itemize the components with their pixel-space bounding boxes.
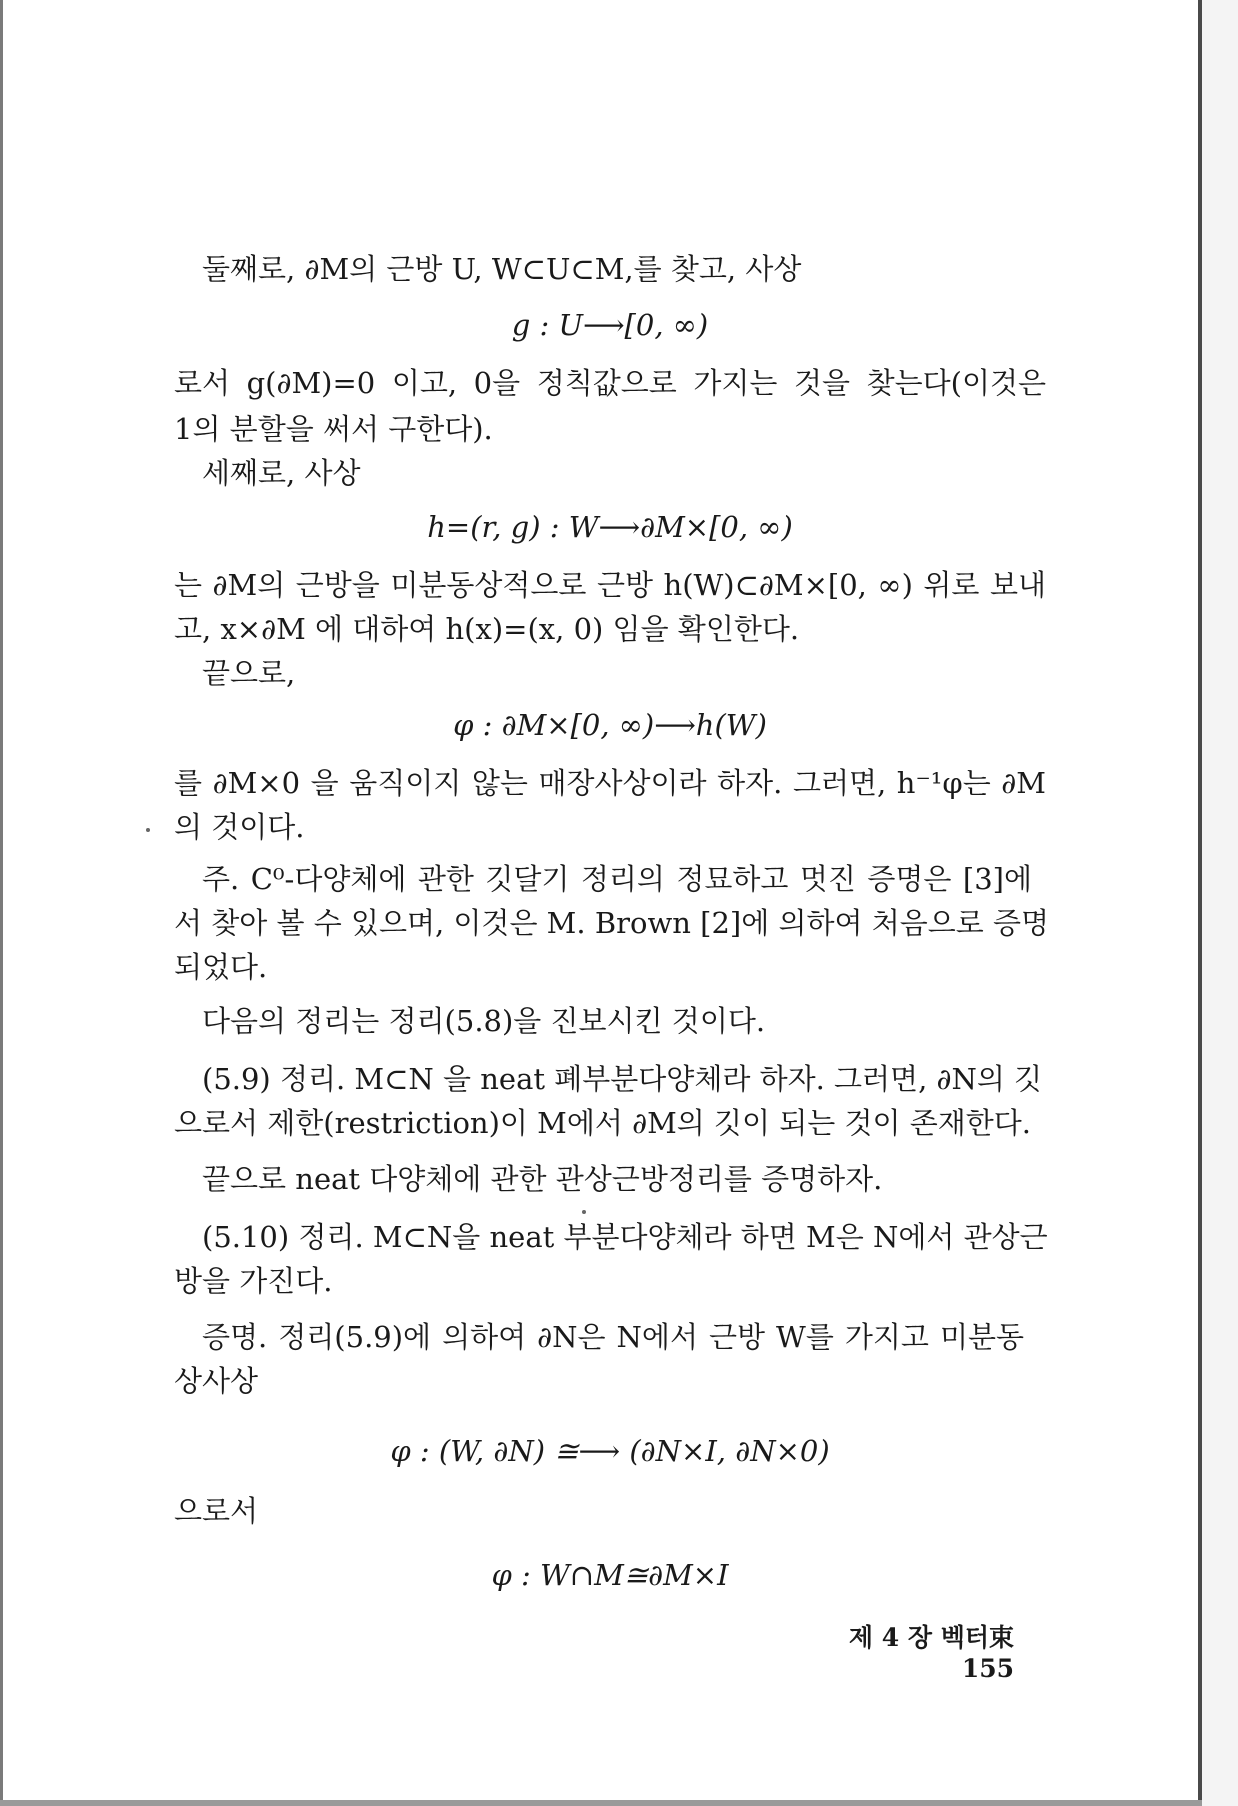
text-line: 끝으로, [202,656,296,690]
text-line: 끝으로 neat 다양체에 관한 관상근방정리를 증명하자. [202,1162,883,1196]
stray-dot [582,1210,586,1214]
text-line: 주. C⁰-다양체에 관한 깃달기 정리의 정묘하고 멋진 증명은 [3]에 [202,862,1032,896]
text-line: 세째로, 사상 [202,456,361,490]
page-margin-background [1202,0,1238,1806]
page-left-edge [0,0,3,1806]
text-line: 으로서 [174,1494,259,1528]
text-line: 둘째로, ∂M의 근방 U, W⊂U⊂M,를 찾고, 사상 [202,252,802,286]
text-line: 는 ∂M의 근방을 미분동상적으로 근방 h(W)⊂∂M×[0, ∞) 위로 보내 [174,568,1046,602]
page-footer: 제 4 장 벡터束 155 [848,1623,1014,1683]
text-line: 1의 분할을 써서 구한다). [174,412,493,446]
text-line: 으로서 제한(restriction)이 M에서 ∂M의 깃이 되는 것이 존재한다. [174,1106,1032,1140]
math-display: g : U⟶[0, ∞) [511,308,709,342]
math-display: h=(r, g) : W⟶∂M×[0, ∞) [427,510,793,544]
text-line: 고, x×∂M 에 대하여 h(x)=(x, 0) 임을 확인한다. [174,612,800,646]
text-line: 서 찾아 볼 수 있으며, 이것은 M. Brown [2]에 의하여 처음으로 증명 [174,906,1050,940]
page-bottom-edge [0,1800,1202,1806]
text-line: 의 것이다. [174,810,305,844]
proof-start: 증명. 정리(5.9)에 의하여 ∂N은 N에서 근방 W를 가지고 미분동 [202,1320,1024,1354]
text-line: 로서 g(∂M)=0 이고, 0을 정칙값으로 가지는 것을 찾는다(이것은 [174,366,1046,400]
text-line: 상사상 [174,1364,259,1398]
theorem-5-9: (5.9) 정리. M⊂N 을 neat 폐부분다양체라 하자. 그러면, ∂N의 깃 [202,1062,1043,1096]
math-display: φ : (W, ∂N) ≅⟶ (∂N×I, ∂N×0) [390,1434,830,1468]
theorem-5-10: (5.10) 정리. M⊂N을 neat 부분다양체라 하면 M은 N에서 관상근 [202,1220,1048,1254]
text-line: 를 ∂M×0 을 움직이지 않는 매장사상이라 하자. 그러면, h⁻¹φ는 ∂M [174,766,1046,800]
math-display: φ : W∩M≅∂M×I [491,1558,729,1592]
stray-dot [146,828,150,832]
text-line: 방을 가진다. [174,1264,333,1298]
math-display: φ : ∂M×[0, ∞)⟶h(W) [453,708,767,742]
text-line: 다음의 정리는 정리(5.8)을 진보시킨 것이다. [202,1004,766,1038]
text-line: 되었다. [174,950,268,984]
